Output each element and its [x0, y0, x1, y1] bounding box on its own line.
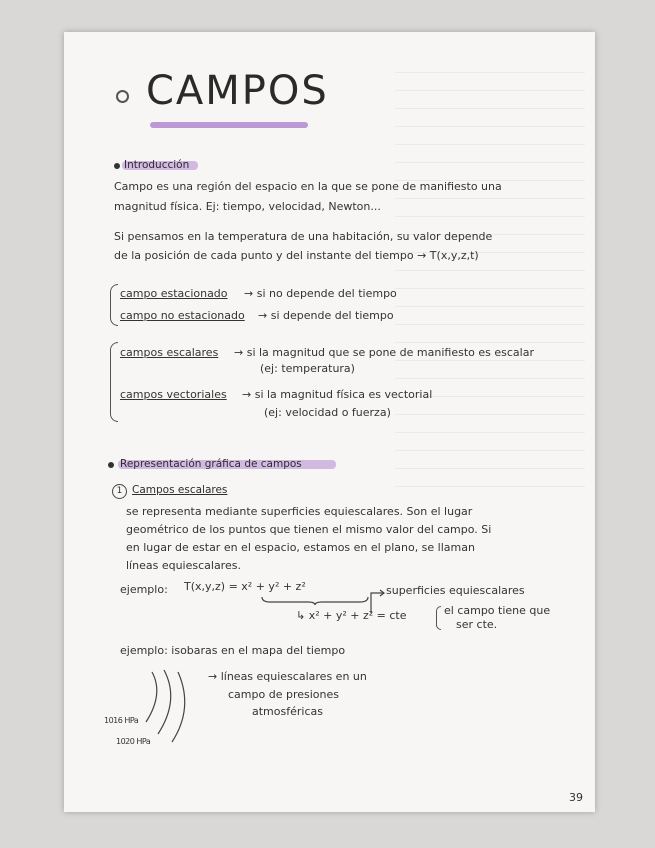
- intro-p1-line2: magnitud física. Ej: tiempo, velocidad, Newton...: [114, 200, 381, 213]
- title-bullet: [116, 90, 129, 103]
- example1-label: ejemplo:: [120, 583, 168, 596]
- example2-desc-line3: atmosféricas: [252, 705, 323, 718]
- example2-desc-line2: campo de presiones: [228, 688, 339, 701]
- scalar-example: (ej: temperatura): [260, 362, 355, 375]
- page-title: CAMPOS: [146, 68, 329, 114]
- scalar-fields-heading: Campos escalares: [132, 484, 228, 496]
- intro-bullet: [114, 163, 120, 169]
- graphical-bullet: [108, 462, 114, 468]
- scalar-term: campos escalares: [120, 346, 219, 359]
- example1-constant: ↳ x² + y² + z² = cte: [296, 609, 407, 622]
- nonstationary-def: → si depende del tiempo: [258, 309, 394, 322]
- example2-line: ejemplo: isobaras en el mapa del tiempo: [120, 644, 346, 657]
- subsection-number: 1: [112, 484, 127, 499]
- intro-p1-line1: Campo es una región del espacio en la que se pone de manifiesto una: [114, 180, 502, 193]
- note-brace: [436, 606, 441, 630]
- bleed-through-texture: [395, 72, 585, 492]
- example1-note-line1: el campo tiene que: [444, 604, 551, 617]
- page-number: 39: [569, 791, 583, 804]
- nonstationary-term: campo no estacionado: [120, 309, 245, 322]
- stationary-def: → si no depende del tiempo: [244, 287, 397, 300]
- graphical-heading: Representación gráfica de campos: [120, 458, 302, 470]
- graphical-p-line3: en lugar de estar en el espacio, estamos en el plano, se llaman: [126, 541, 475, 554]
- isobar-label-1020: 1020 HPa: [116, 737, 151, 746]
- isobar-lines-sketch: [124, 664, 204, 744]
- vector-term: campos vectoriales: [120, 388, 227, 401]
- title-underline-highlight: [150, 122, 308, 128]
- vector-example: (ej: velocidad o fuerza): [264, 406, 391, 419]
- graphical-p-line4: líneas equiescalares.: [126, 559, 241, 572]
- intro-heading: Introducción: [124, 159, 190, 171]
- intro-p2-line1: Si pensamos en la temperatura de una habitación, su valor depende: [114, 230, 493, 243]
- vector-def: → si la magnitud física es vectorial: [242, 388, 433, 401]
- brace-stationary: [110, 284, 118, 326]
- graphical-p-line1: se representa mediante superficies equiescalares. Son el lugar: [126, 505, 473, 518]
- formula-underbrace: [260, 595, 370, 605]
- scalar-def: → si la magnitud que se pone de manifiesto es escalar: [234, 346, 534, 359]
- graphical-p-line2: geométrico de los puntos que tienen el mismo valor del campo. Si: [126, 523, 492, 536]
- intro-p2-line2: de la posición de cada punto y del instante del tiempo → T(x,y,z,t): [114, 249, 479, 262]
- stationary-term: campo estacionado: [120, 287, 228, 300]
- isobar-label-1016: 1016 HPa: [104, 716, 139, 725]
- notebook-page: [64, 32, 595, 812]
- brace-scalar-vector: [110, 342, 118, 422]
- example2-desc-line1: → líneas equiescalares en un: [208, 670, 367, 683]
- example1-formula: T(x,y,z) = x² + y² + z²: [184, 580, 306, 593]
- example1-note-line2: ser cte.: [456, 618, 498, 631]
- example1-surfaces: superficies equiescalares: [386, 584, 525, 597]
